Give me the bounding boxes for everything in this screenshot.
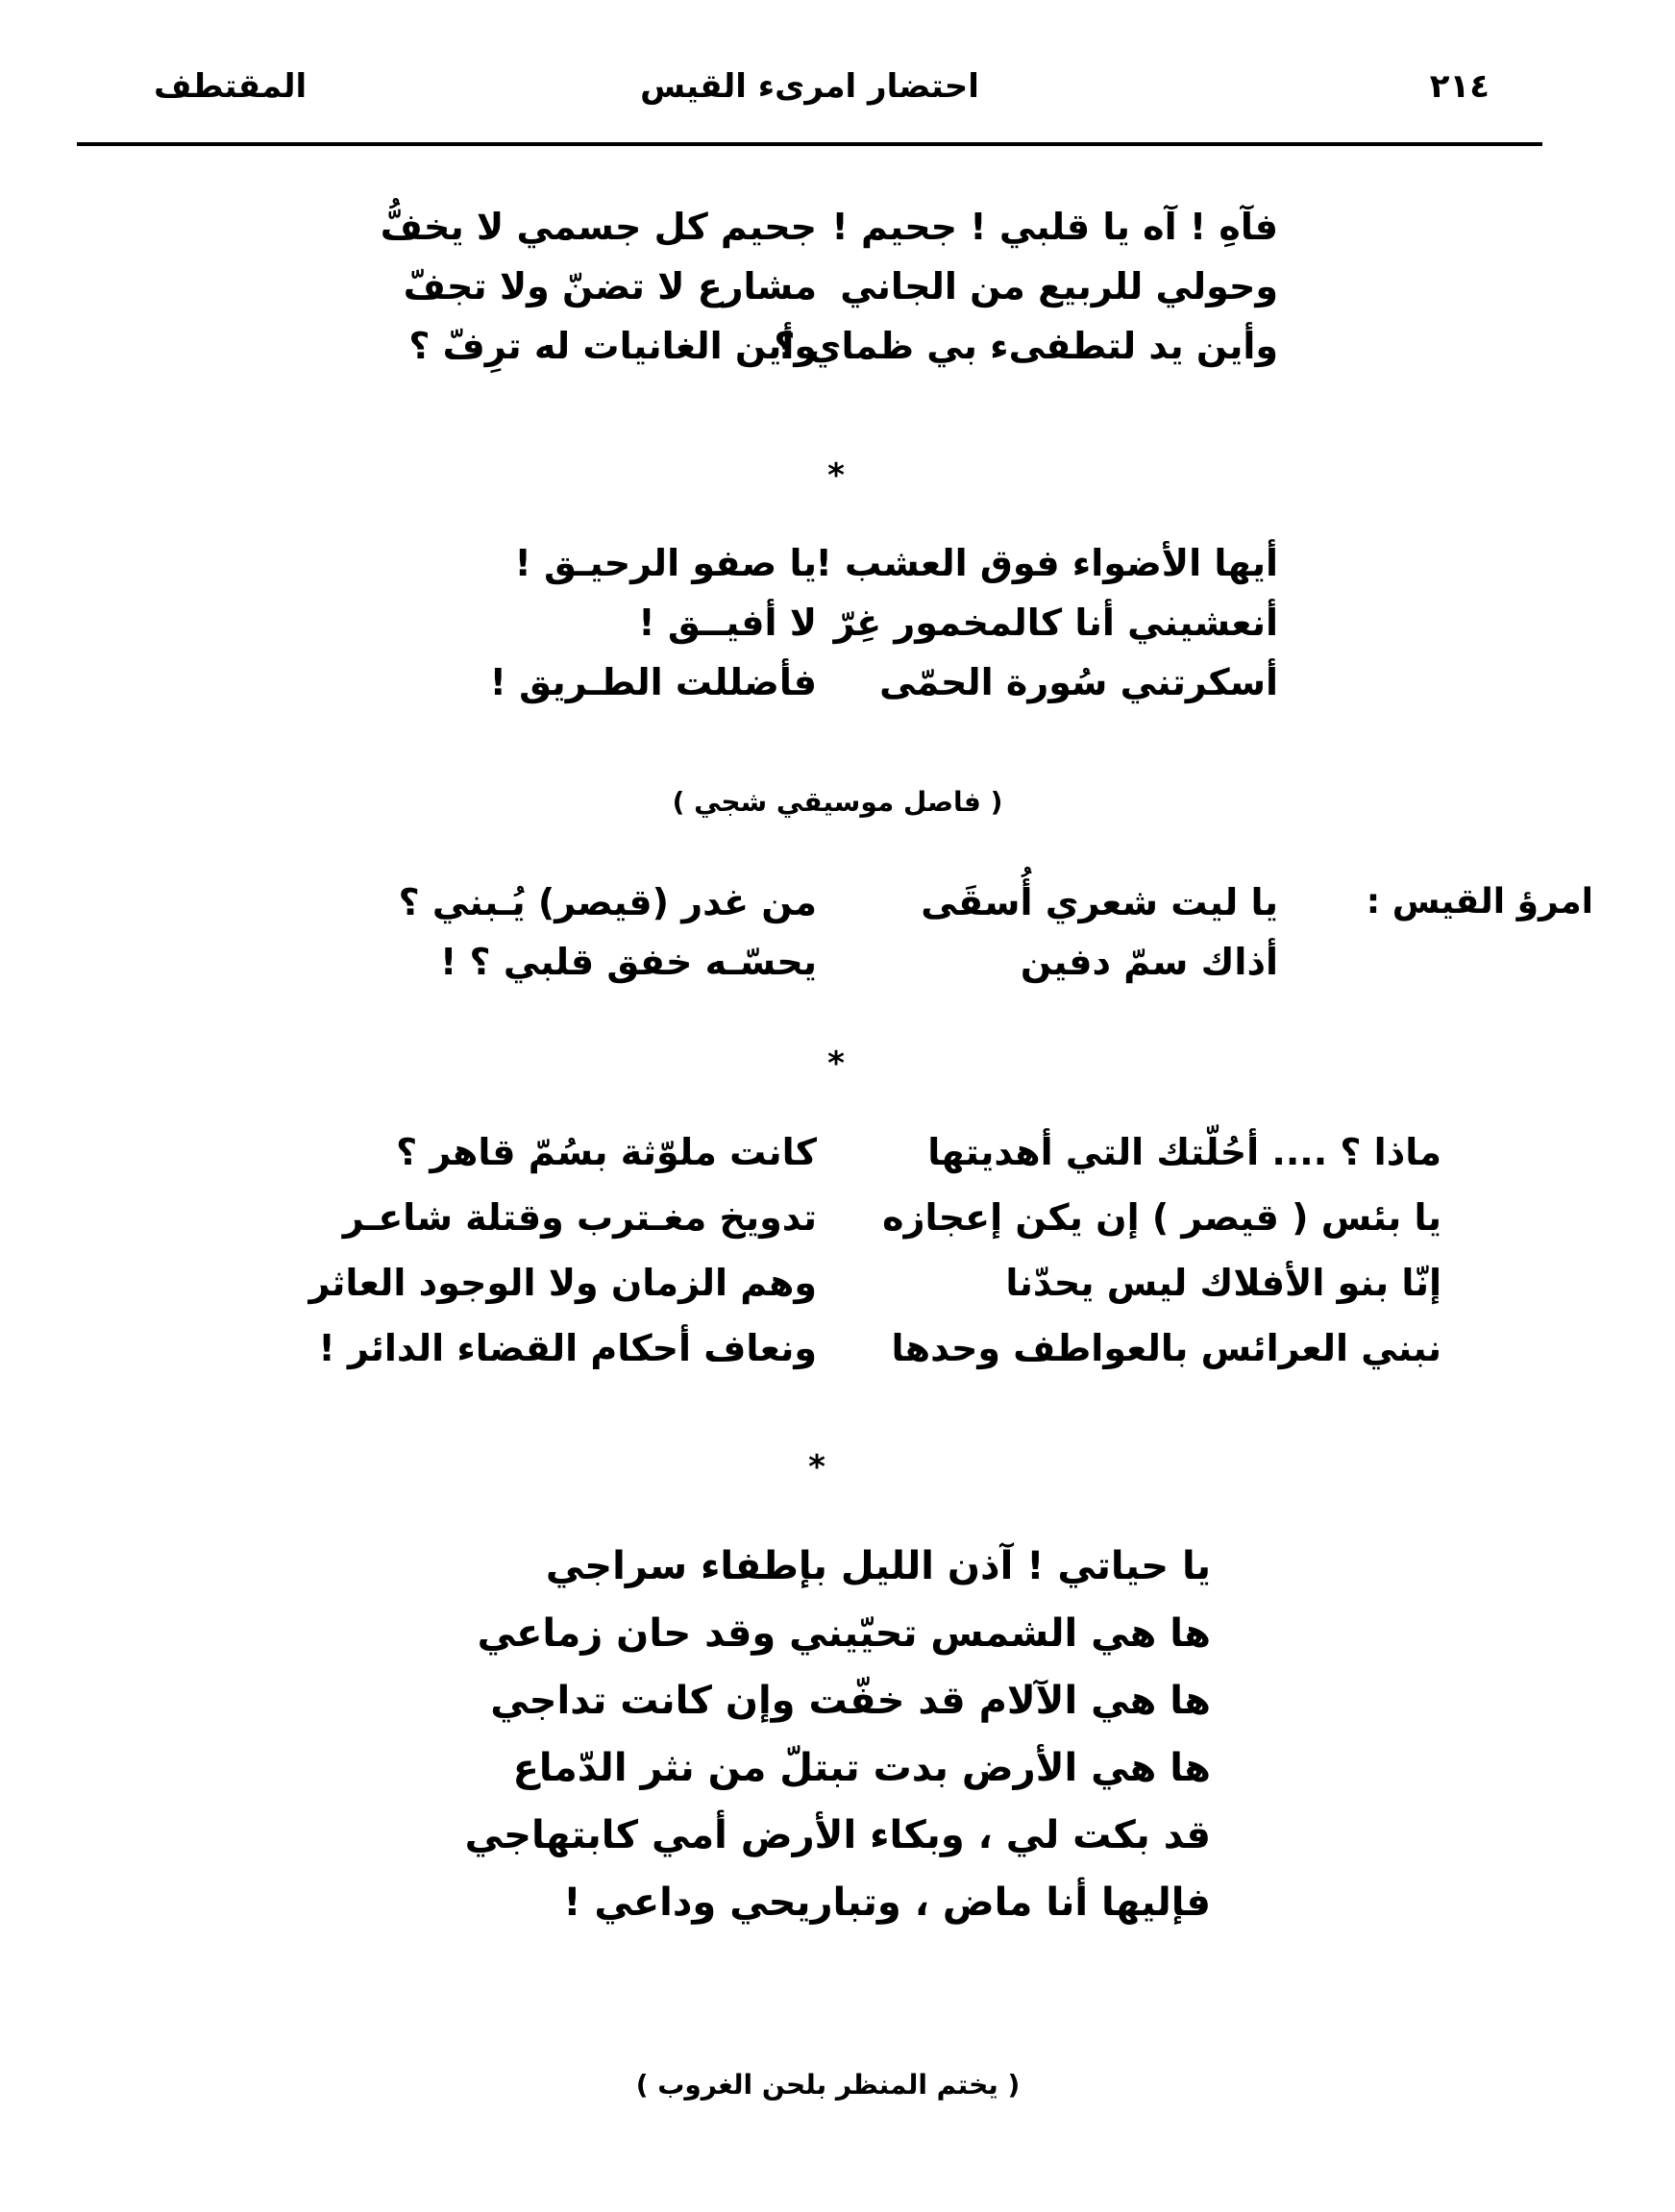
hemistich-left: لا أفيــق !	[638, 602, 817, 644]
verse-line	[380, 197, 1278, 257]
hemistich-left: مشارع لا تضنّ ولا تجفّ	[403, 265, 817, 307]
hemistich-left: وأين الغانيات له ترِفّ ؟	[408, 325, 817, 367]
verse-line	[221, 1185, 1441, 1250]
hemistich-left: تدويخ مغـترب وقتلة شاعـر	[342, 1196, 817, 1239]
verse-line	[221, 1315, 1441, 1381]
hemistich-right: أسكرتني سُورة الحمّى	[879, 661, 1278, 703]
section-separator-star: *	[808, 1448, 825, 1487]
hemistich-left: كانت ملوّثة بسُمّ قاهر ؟	[396, 1131, 817, 1173]
verse-line: ها هي الأرض بدت تبتلّ من نثر الدّماع	[512, 1746, 1211, 1790]
hemistich-right: يا بئس ( قيصر ) إن يكن إعجازه	[882, 1196, 1441, 1239]
verse-line	[384, 533, 1278, 593]
hemistich-right: وأين يد لتطفىء بي ظماي ؟	[774, 325, 1278, 367]
verse-line	[384, 873, 1278, 932]
verse-line	[384, 593, 1278, 652]
verse-line	[384, 257, 1278, 316]
hemistich-right: فآهِ ! آه يا قلبي ! جحيم !	[831, 206, 1278, 248]
hemistich-right: يا ليت شعري أُسقَى	[921, 881, 1278, 923]
hemistich-right: نبني العرائس بالعواطف وحدها	[891, 1327, 1441, 1369]
page-number: ٢١٤	[1429, 67, 1490, 106]
journal-name: المقتطف	[154, 67, 308, 106]
speaker-verses	[384, 873, 1278, 992]
hemistich-right: أذاك سمّ دفين	[1020, 941, 1278, 983]
speaker-label: امرؤ القيس :	[1366, 882, 1593, 922]
closing-stage-direction: ( يختم المنظر بلحن الغروب )	[635, 2069, 1021, 2101]
verse-line: فإليها أنا ماض ، وتباريحي وداعي !	[563, 1880, 1211, 1925]
verse-line: ها هي الشمس تحيّيني وقد حان زماعي	[477, 1611, 1211, 1656]
hemistich-left: وهم الزمان ولا الوجود العاثر	[308, 1262, 817, 1304]
hemistich-right: أيها الأضواء فوق العشب !	[815, 542, 1278, 584]
verse-line	[384, 932, 1278, 992]
verse-line: قد بكت لي ، وبكاء الأرض أمي كابتهاجي	[464, 1813, 1211, 1857]
stanza-2	[384, 533, 1278, 712]
verse-line	[221, 1250, 1441, 1315]
hemistich-left: يحسّـه خفق قلبي ؟ !	[440, 941, 817, 983]
stage-direction: ( فاصل موسيقي شجي )	[672, 786, 1003, 818]
hemistich-left: يا صفو الرحيـق !	[514, 542, 817, 584]
hemistich-right: أنعشيني أنا كالمخمور غِرّ	[833, 602, 1278, 644]
section-separator-star: *	[827, 456, 845, 495]
hemistich-left: من غدر (قيصر) يُـبني ؟	[398, 881, 817, 923]
header-divider	[77, 142, 1542, 146]
verse-line: ها هي الآلام قد خفّت وإن كانت تداجي	[490, 1679, 1211, 1723]
hemistich-right: إنّا بنو الأفلاك ليس يحدّنا	[1005, 1262, 1441, 1304]
stanza-3	[221, 1119, 1441, 1381]
hemistich-left: فأضللت الطـريق !	[489, 661, 817, 703]
hemistich-left: ونعاف أحكام القضاء الدائر !	[318, 1327, 817, 1369]
page-title: احتضار امرىء القيس	[640, 67, 979, 106]
stanza-4	[461, 1533, 1211, 1936]
verse-line	[221, 1119, 1441, 1185]
hemistich-right: ماذا ؟ .... أحُلّتك التي أهديتها	[927, 1131, 1441, 1173]
hemistich-right: وحولي للربيع من الجاني	[840, 265, 1278, 307]
hemistich-left: جحيم كل جسمي لا يخفُّ	[380, 206, 817, 248]
section-separator-star: *	[827, 1045, 845, 1083]
verse-line	[384, 652, 1278, 712]
verse-line: يا حياتي ! آذن الليل بإطفاء سراجي	[545, 1544, 1211, 1588]
verse-line	[384, 316, 1278, 376]
stanza-1	[380, 197, 1278, 376]
page-header	[77, 58, 1542, 115]
